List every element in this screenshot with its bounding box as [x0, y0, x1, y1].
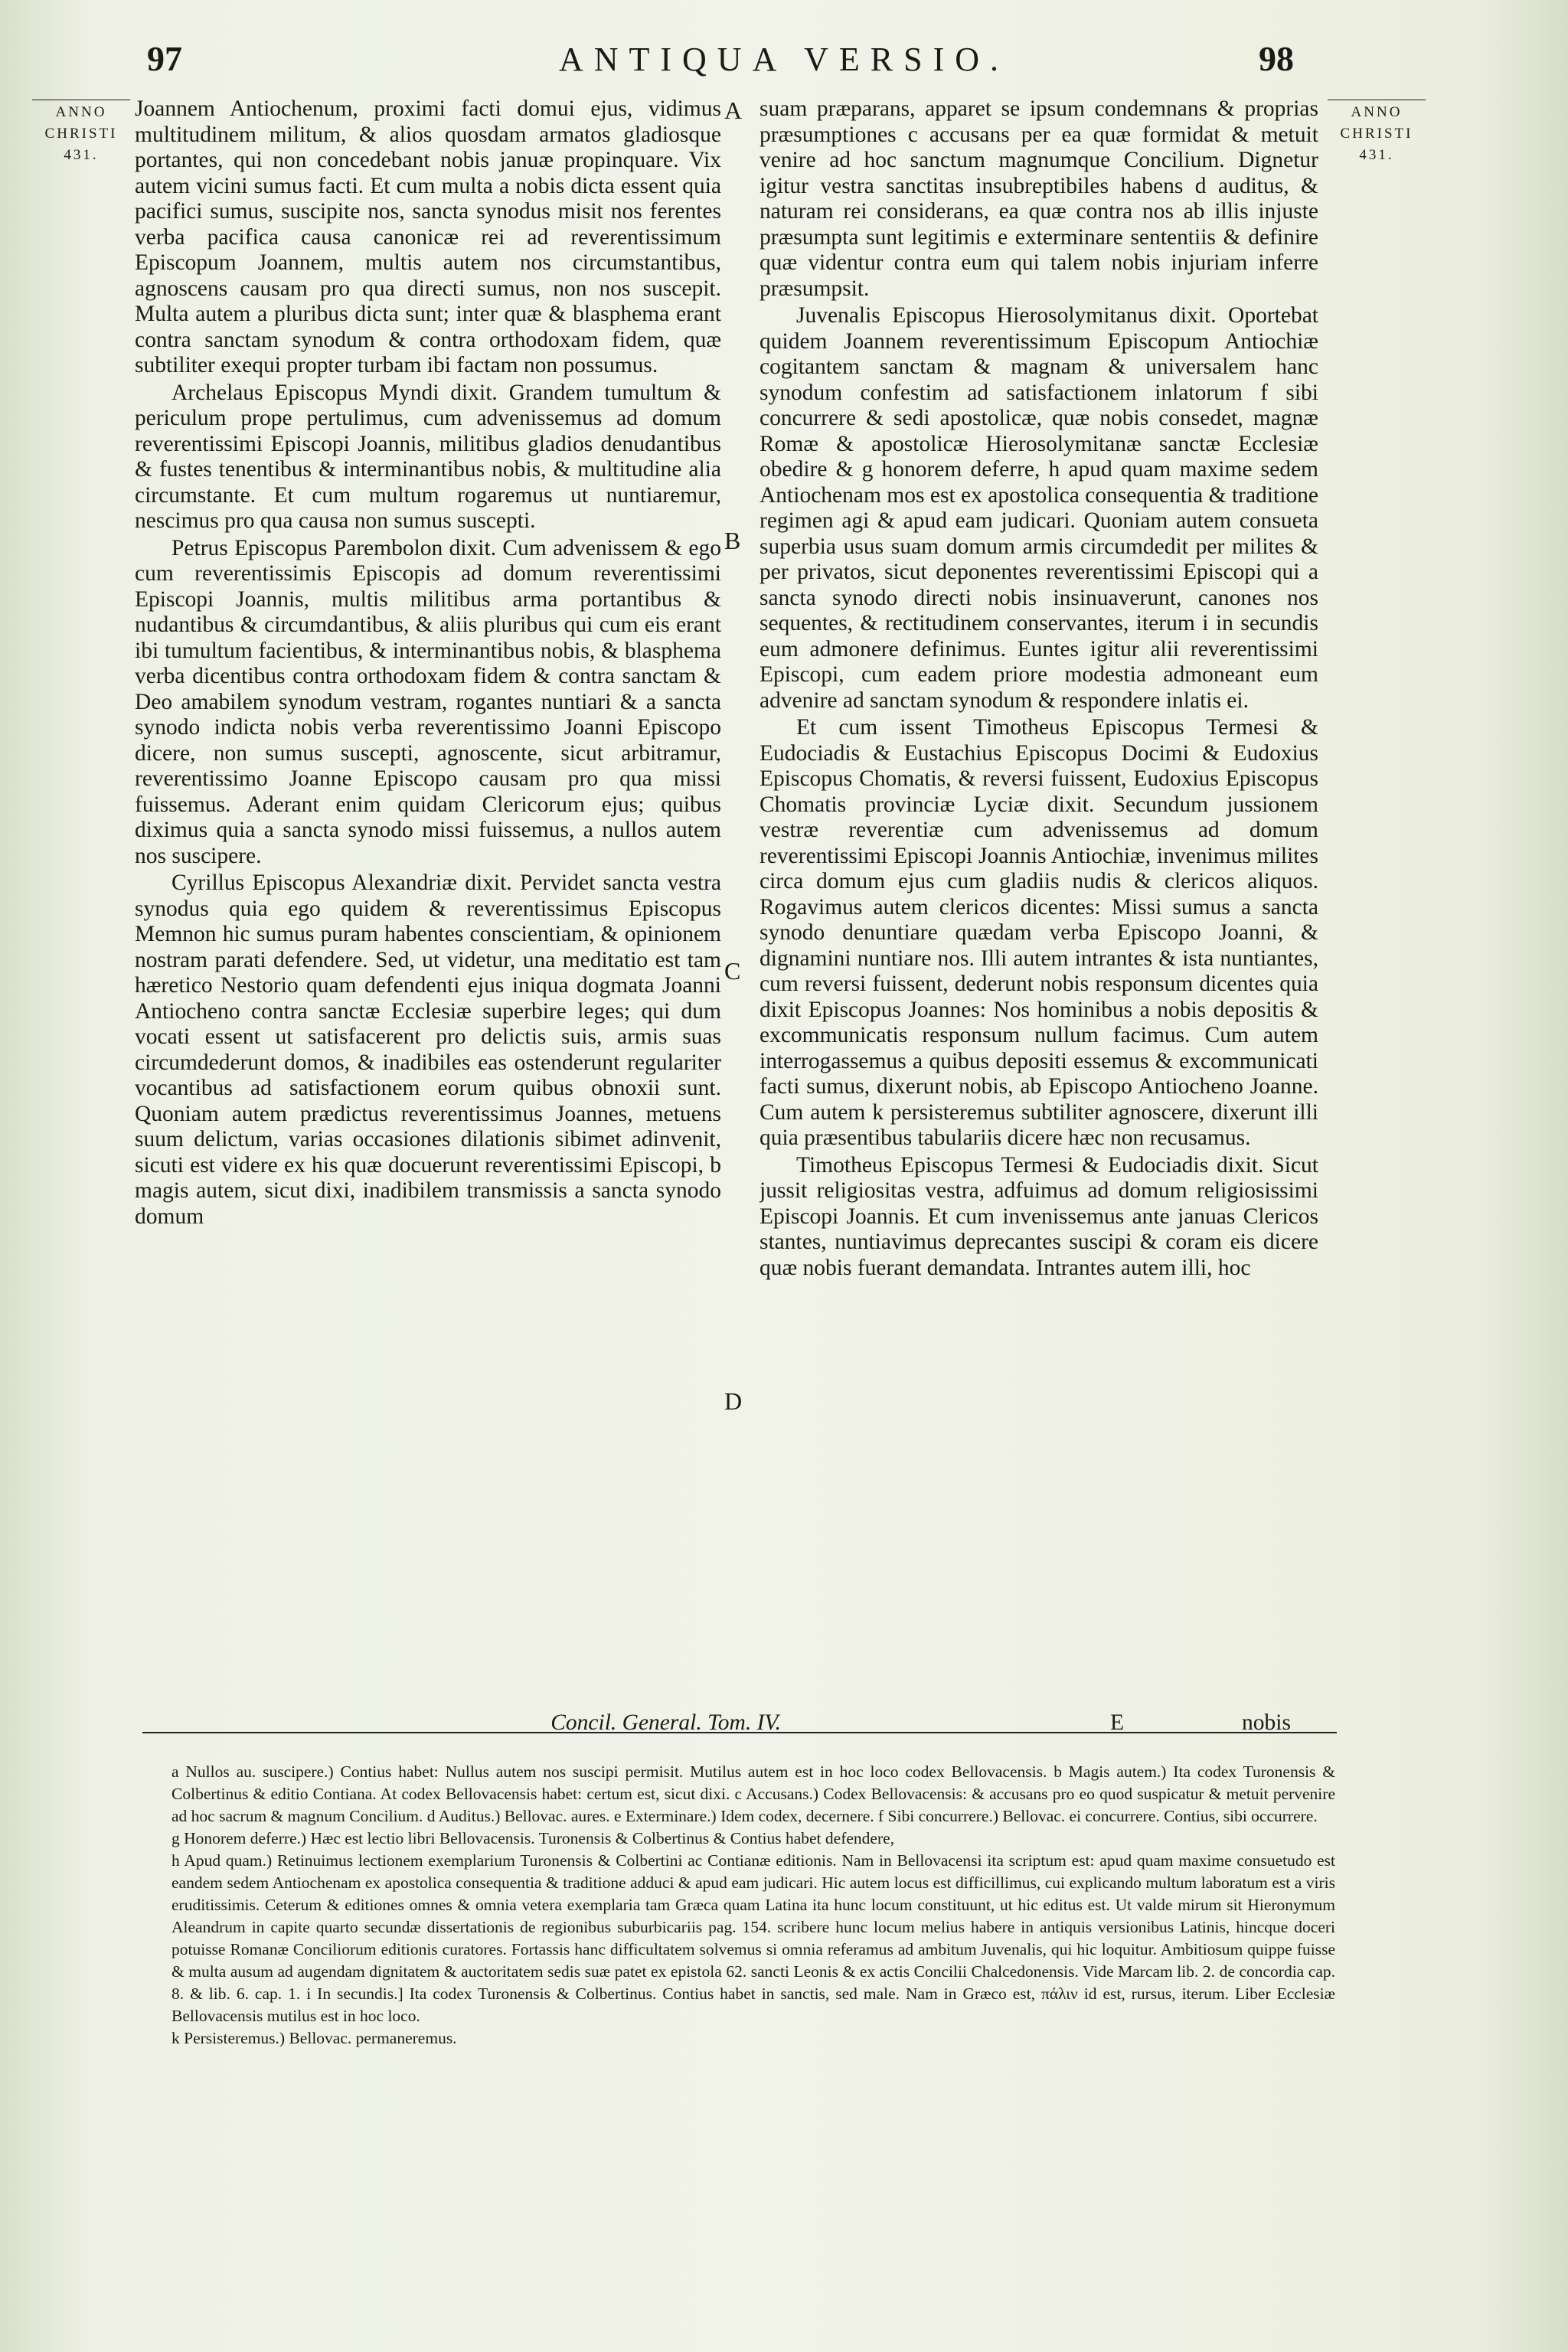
margin-year: 431. [1359, 147, 1394, 163]
footnote: h Apud quam.) Retinuimus lectionem exemplarium Turonensis & Colbertini ac Contianæ editionis. Nam in Bellovacensi ita scriptum est: apud quam maxime consuetudo est eandem sedem Antiochenam ex apostolica consequentia & traditione adduci & apud eam judicari. Hic autem locus est difficillimus, cui explicando multum laboratum est a viris eruditissimis. Ceterum & editiones omnes & omnia vetera exemplaria tam Græca quam Latina ita hunc locum constituunt, ut hic editus est. Ut valde mirum sit Hieronymum Aleandrum in capite quarto secundæ dissertationis de regionibus suburbicariis pag. 154. scribere hunc locum melius habere in antiquis versionibus Latinis, hincque doceri potuisse Romanæ Conciliorum editionis curatores. Fortassis hanc difficultatem solvemus si omnia referamus ad ambitum Juvenalis, qui hic loquitur. Ambitiosum quippe fuisse & multa ausum ad augendam dignitatem & auctoritatem sedis suæ patet ex epistola 62. sancti Leonis & ex actis Concilii Chalcedonensis. Vide Marcam lib. 2. de concordia cap. 8. & lib. 6. cap. 1. i In secundis.] Ita codex Turonensis & Colbertinus. Contius habet in sanctis, sed male. Nam in Græco est, πάλιν id est, rursus, iterum. Liber Ecclesiæ Bellovacensis mutilus est in hoc loco. [172, 1851, 1335, 2025]
margin-year: 431. [64, 147, 99, 163]
running-title: ANTIQUA VERSIO. [558, 41, 1010, 78]
right-column [760, 96, 1318, 1735]
left-paragraph: Petrus Episcopus Parembolon dixit. Cum advenissem & ego cum reverentissimis Episcopis ad domum reverentissimi Episcopi Joannis, multis militibus arma portantibus & nudantibus & circumdantibus, & aliis pluribus qui cum eis erant ibi tumultum facientibus, & interminantibus nobis, & blasphema verba dicentibus contra orthodoxam fidem & contra sanctam & Deo amabilem synodum vestram, rogantes nuntiari & a sancta synodo indicta nobis verba reverentissimo Joanni Episcopo dicere, non sumus suscepti, agnoscente, sicut arbitramur, reverentissimo Joanne Episcopo causam pro qua missi fuissemus. Aderant enim quidam Clericorum ejus; quibus diximus quia a sancta synodo missi fuissemus, a nullos autem nos suscipere. [135, 535, 721, 868]
right-paragraph: Juvenalis Episcopus Hierosolymitanus dixit. Oportebat quidem Joannem reverentissimum Episcopum Antiochiæ cogitantem sanctam & magnam & universalem hanc synodum confestim ad satisfactionem inlatorum f sibi concurrere & sedi apostolicæ, quæ nobis consedet, magnæ Romæ & apostolicæ Hierosolymitanæ sanctæ Ecclesiæ obedire & g honorem deferre, h apud quam maxime sedem Antiochenam mos est ex apostolica consequentia & traditione regimen agi & apud eam judicari. Quoniam autem consueta superbia usus suam domum armis circumdedit per milites & per privatos, sicut deponentes reverentissimi Episcopi qui a sancta synodo directi nobis insinuaverunt, canones nos sequentes, & rectitudinem conservantes, iterum i in secundis eum admonere definimus. Euntes igitur alii reverentissimi Episcopi, cum eadem priore modestia admoneant eum advenire ad sanctam synodum & respondere inlatis ei. [760, 303, 1318, 713]
margin-christi: CHRISTI [44, 126, 118, 142]
signature-mark: E [1110, 1710, 1125, 1735]
left-paragraph: Cyrillus Episcopus Alexandriæ dixit. Pervidet sancta vestra synodus quia ego quidem & reverentissimus Episcopus Memnon hic sumus puram habentes conscientiam, & opinionem nostram parati defendere. Sed, ut videtur, una meditatio est tam hæretico Nestorio quam defendenti ejus iniqua dogmata Joanni Antiocheno contra sanctæ Ecclesiæ superbire leges; qui dum vocati essent ut satisfacerent pro delictis suis, armis suas circumdederunt domos, & inadibiles eas ostenderunt regulariter vocantibus ad satisfactionem eorum quibus obnoxii sunt. Quoniam autem prædictus reverentissimus Joannes, metuens suum delictum, varias occasiones dilationis sibimet adinvenit, sicuti est videre ex his quæ docuerunt reverentissimi Episcopi, b magis autem, sicut dixi, inadibilem transmissis a sancta synodo domum [135, 871, 721, 1229]
left-column [135, 96, 721, 1735]
section-marker-b: B [724, 527, 741, 554]
catchword: nobis [1242, 1710, 1291, 1735]
right-paragraph: Et cum issent Timotheus Episcopus Termesi & Eudociadis & Eustachius Episcopus Docimi & Eudoxius Episcopus Chomatis, & reversi fuissent, Eudoxius Episcopus Chomatis provinciæ Lyciæ dixit. Secundum jussionem vestræ reverentiæ cum advenissemus ad domum reverentissimi Episcopi Joannis Antiochiæ, invenimus milites circa domum ejus cum gladiis nudis & clericos aliquos. Rogavimus autem clericos dicentes: Missi sumus a sancta synodo denuntiare quædam verba Episcopo Joanni, & dignamini nuntiare nos. Illi autem intrantes & ista nuntiantes, cum reversi fuissent, dederunt nobis responsum dicentes quia dixit Episcopus Joannes: Nos hominibus a nobis depositis & excommunicatis responsum nullum facimus. Cum autem interrogassemus a quibus depositi essemus & excommunicati facti sumus, dixerunt nobis, ab Episcopo Antiocheno Joanne. Cum autem k persisteremus subtiliter agnoscere, dixerunt illi quia præsentibus tabulariis dicere hæc non recusamus. [760, 715, 1318, 1150]
volume-footer: Concil. General. Tom. IV. [550, 1710, 781, 1735]
margin-note-left [32, 100, 130, 166]
margin-anno: ANNO [1351, 104, 1403, 120]
page-number-right: 98 [1259, 39, 1294, 78]
left-paragraph: Archelaus Episcopus Myndi dixit. Grandem tumultum & periculum prope pertulimus, cum advenissemus ad domum reverentissimi Episcopi Joannis, militibus gladios denudantibus & fustes tenentibus & interminantibus nobis, & multitudine alia circumstante. Et cum multum rogaremus ut nuntiaremur, nescimus pro qua causa non sumus suscepti. [135, 380, 721, 533]
section-marker-a: A [724, 96, 743, 124]
page-number-left: 97 [147, 39, 182, 78]
footnote: a Nullos au. suscipere.) Contius habet: Nullus autem nos suscipi permisit. Mutilus autem est in hoc loco codex Bellovacensis. b Magis autem.) Ita codex Turonensis & Colbertinus & editio Contiana. At codex Bellovacensis habet: certum est, sicut dixi. c Accusans.) Codex Bellovacensis: & accusans pro eo quod suspicatur & metuit pervenire ad hoc sacrum & magnum Concilium. d Auditus.) Bellovac. aures. e Exterminare.) Idem codex, decernere. f Sibi concurrere.) Bellovac. ei concurrere. Contius, sibi occurrere. [172, 1762, 1335, 1825]
footnote-separator [142, 1732, 1337, 1733]
right-paragraph: suam præparans, apparet se ipsum condemnans & proprias præsumptiones c accusans per ea quæ formidat & metuit venire ad hoc sanctum magnumque Concilium. Dignetur igitur vestra sanctitas insubreptibiles habens d auditus, & naturam rei considerans, ea quæ contra nos ab illis injuste præsumpta sunt legitimis e exterminare sententiis & definire quæ videntur contra eum qui talem nobis injuriam inferre præsumpsit. [760, 96, 1318, 301]
margin-christi: CHRISTI [1340, 126, 1413, 142]
footnotes [172, 1761, 1335, 2251]
right-paragraph: Timotheus Episcopus Termesi & Eudociadis dixit. Sicut jussit religiositas vestra, adfuimus ad domum religiosissimi Episcopi Joannis. Et cum invenissemus ante januas Clericos stantes, nuntiavimus deprecantes suscipi & coram eis dicere quæ nobis fuerant demandata. Intrantes autem illi, hoc [760, 1152, 1318, 1280]
margin-anno: ANNO [55, 104, 107, 120]
section-marker-c: C [724, 957, 741, 985]
section-marker-d: D [724, 1387, 743, 1415]
footnote: g Honorem deferre.) Hæc est lectio libri Bellovacensis. Turonensis & Colbertinus & Contius habet defendere, [172, 1829, 895, 1847]
margin-note-right [1328, 100, 1426, 166]
footnote: k Persisteremus.) Bellovac. permaneremus. [172, 2029, 457, 2047]
left-paragraph: Joannem Antiochenum, proximi facti domui ejus, vidimus multitudinem militum, & alios quosdam armatos gladiosque portantes, qui non concedebant nobis januæ propinquare. Vix autem vicini sumus facti. Et cum multa a nobis dicta essent quia pacifici sumus, suscipite nos, sancta synodus misit nos ferentes verba pacifica causa canonicæ rei ad reverentissimum Episcopum Joannem, multis autem nos circumstantibus, agnoscens causam pro qua directi sumus, non nos suscepit. Multa autem a pluribus dicta sunt; inter quæ & blasphema erant contra sanctam synodum & contra orthodoxam fidem, quæ subtiliter exequi propter turbam ibi factam non possumus. [135, 96, 721, 377]
